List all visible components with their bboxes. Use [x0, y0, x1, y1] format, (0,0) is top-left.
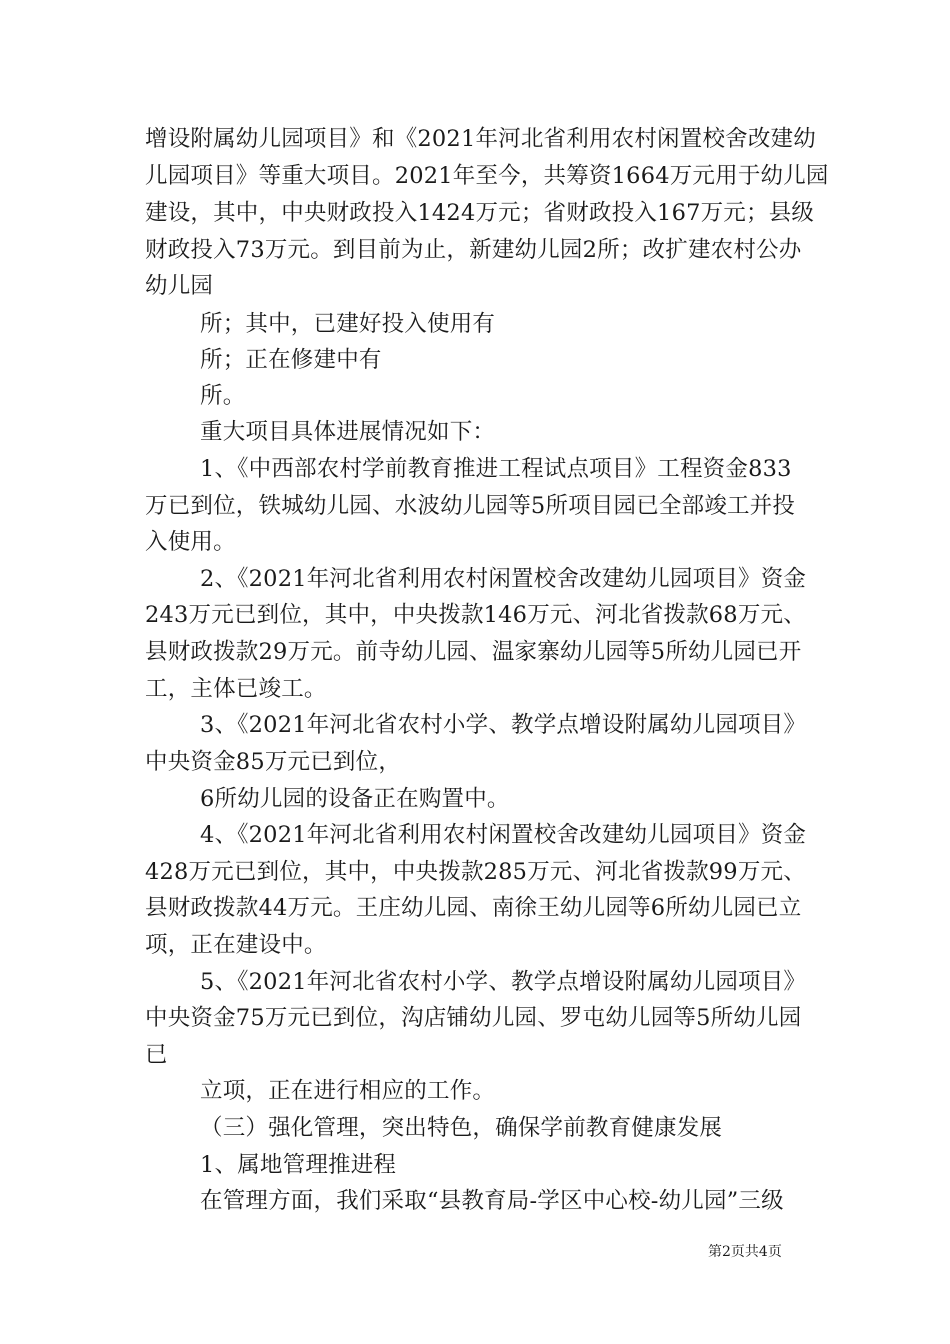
page-number-footer: 第2页共4页 [708, 1244, 782, 1260]
text-line: 财政投入73万元。到目前为止，新建幼儿园2所；改扩建农村公办 [145, 237, 802, 263]
text-line: 建设，其中，中央财政投入1424万元；省财政投入167万元；县级 [145, 200, 815, 226]
text-line: 万已到位，铁城幼儿园、水波幼儿园等5所项目园已全部竣工并投 [145, 493, 796, 519]
text-line: 所；正在修建中有 [200, 347, 382, 373]
text-line: 3、《2021年河北省农村小学、教学点增设附属幼儿园项目》 [200, 712, 807, 738]
text-line: 工，主体已竣工。 [145, 676, 327, 702]
text-line: 入使用。 [145, 529, 236, 555]
text-line: 幼儿园 [145, 273, 214, 299]
text-line: 4、《2021年河北省利用农村闲置校舍改建幼儿园项目》资金 [200, 822, 807, 848]
text-line: 县财政拨款44万元。王庄幼儿园、南徐王幼儿园等6所幼儿园已立 [145, 895, 802, 921]
text-line: 县财政拨款29万元。前寺幼儿园、温家寨幼儿园等5所幼儿园已开 [145, 639, 802, 665]
text-line: 儿园项目》等重大项目。2021年至今，共筹资1664万元用于幼儿园 [145, 163, 829, 189]
text-line: 中央资金85万元已到位， [145, 749, 402, 775]
text-line: 在管理方面，我们采取“县教育局-学区中心校-幼儿园”三级 [200, 1188, 784, 1214]
text-line: 428万元已到位，其中，中央拨款285万元、河北省拨款99万元、 [145, 859, 806, 885]
text-line: 项，正在建设中。 [145, 932, 327, 958]
text-line: 已 [145, 1042, 168, 1068]
text-line: 立项，正在进行相应的工作。 [200, 1078, 496, 1104]
text-line: 1、属地管理推进程 [200, 1152, 397, 1178]
text-line: 所。 [200, 383, 246, 409]
text-line: 243万元已到位，其中，中央拨款146万元、河北省拨款68万元、 [145, 602, 806, 628]
text-line: 5、《2021年河北省农村小学、教学点增设附属幼儿园项目》 [200, 969, 807, 995]
text-line: （三）强化管理，突出特色，确保学前教育健康发展 [200, 1115, 723, 1141]
text-line: 重大项目具体进展情况如下： [200, 419, 496, 445]
text-line: 6所幼儿园的设备正在购置中。 [200, 786, 510, 812]
text-line: 2、《2021年河北省利用农村闲置校舍改建幼儿园项目》资金 [200, 566, 807, 592]
text-line: 所；其中，已建好投入使用有 [200, 311, 496, 337]
text-line: 中央资金75万元已到位，沟店铺幼儿园、罗屯幼儿园等5所幼儿园 [145, 1005, 802, 1031]
text-line: 增设附属幼儿园项目》和《2021年河北省利用农村闲置校舍改建幼 [145, 126, 816, 152]
text-line: 1、《中西部农村学前教育推进工程试点项目》工程资金833 [200, 456, 792, 482]
